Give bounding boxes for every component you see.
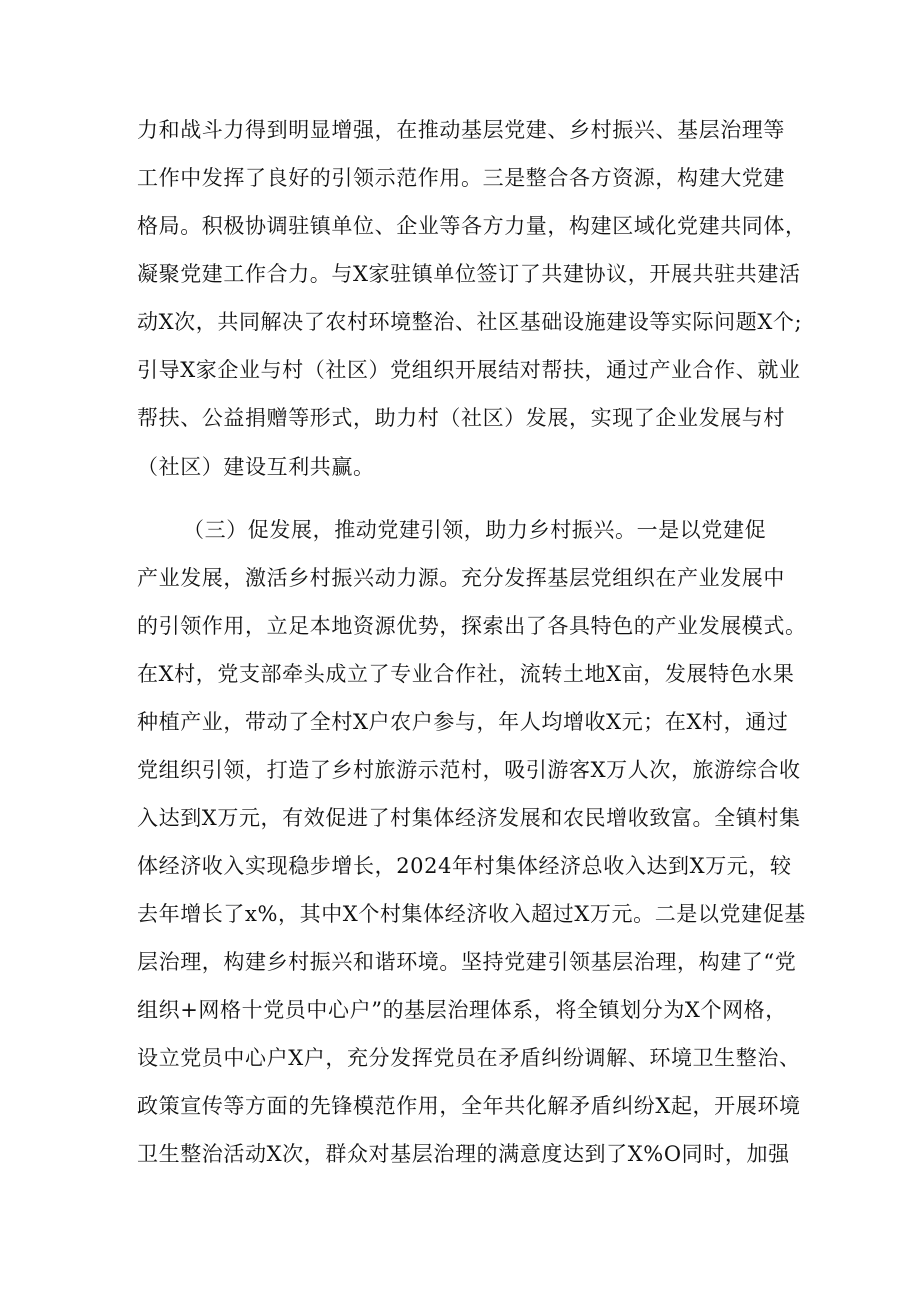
text-line: 产业发展，激活乡村振兴动力源。充分发挥基层党组织在产业发展中	[137, 566, 785, 590]
text-line: 动X次，共同解决了农村环境整治、社区基础设施建设等实际问题X个;	[137, 310, 803, 334]
text-line: 政策宣传等方面的先锋模范作用，全年共化解矛盾纠纷X起，开展环境	[137, 1094, 801, 1118]
text-line: 组织+网格十党员中心户”的基层治理体系，将全镇划分为X个网格，	[137, 998, 787, 1022]
text-line: 力和战斗力得到明显增强，在推动基层党建、乡村振兴、基层治理等	[137, 118, 785, 142]
text-line: 入达到X万元，有效促进了村集体经济发展和农民增收致富。全镇村集	[137, 806, 801, 830]
text-line: 卫生整治活动X次，群众对基层治理的满意度达到了X%O同时，加强	[137, 1142, 790, 1166]
text-line: 帮扶、公益捐赠等形式，助力村（社区）发展，实现了企业发展与村	[137, 406, 785, 430]
text-line: 设立党员中心户X户，充分发挥党员在矛盾纠纷调解、环境卫生整治、	[137, 1046, 801, 1070]
text-line: 党组织引领，打造了乡村旅游示范村，吸引游客X万人次，旅游综合收	[137, 758, 801, 782]
section-heading-line: （三）促发展，推动党建引领，助力乡村振兴。一是以党建促	[183, 518, 767, 542]
text-line: 种植产业，带动了全村X户农户参与，年人均增收X元；在X村，通过	[137, 710, 789, 734]
text-line: 在X村，党支部牵头成立了专业合作社，流转土地X亩，发展特色水果	[137, 662, 795, 686]
text-line: 工作中发挥了良好的引领示范作用。三是整合各方资源，构建大党建	[137, 166, 785, 190]
text-line: 格局。积极协调驻镇单位、企业等各方力量，构建区域化党建共同体，	[137, 214, 807, 238]
text-line: 层治理，构建乡村振兴和谐环境。坚持党建引领基层治理，构建了“党	[137, 950, 797, 974]
text-line: （社区）建设互利共赢。	[137, 455, 375, 479]
text-line: 的引领作用，立足本地资源优势，探索出了各具特色的产业发展模式。	[137, 614, 807, 638]
text-line: 体经济收入实现稳步增长，2024年村集体经济总收入达到X万元，较	[137, 854, 792, 878]
text-line: 引导X家企业与村（社区）党组织开展结对帮扶，通过产业合作、就业	[137, 358, 801, 382]
text-line: 凝聚党建工作合力。与X家驻镇单位签订了共建协议，开展共驻共建活	[137, 262, 801, 286]
text-line: 去年增长了x%，其中X个村集体经济收入超过X万元。二是以党建促基	[137, 902, 806, 926]
